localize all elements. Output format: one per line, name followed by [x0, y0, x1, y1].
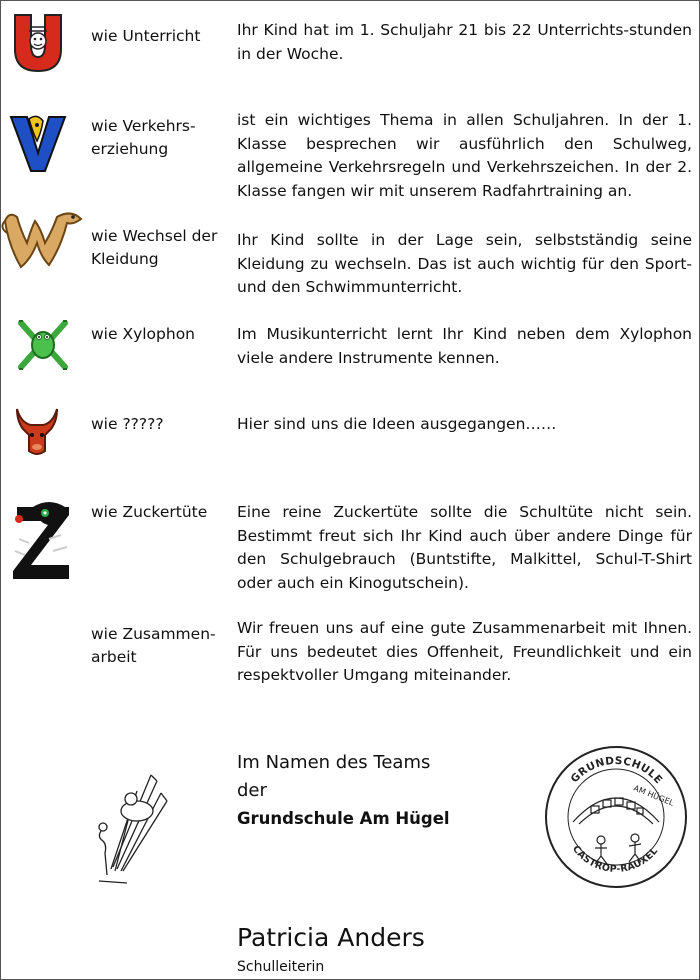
row-text: Ihr Kind hat im 1. Schuljahr 21 bis 22 Unterrichts-stunden in der Woche.	[237, 21, 692, 63]
list-item	[1, 615, 699, 695]
row-word: wie Unterricht	[91, 27, 201, 45]
list-item	[1, 207, 699, 307]
letter-x-icon	[15, 317, 85, 373]
list-item	[1, 11, 699, 81]
seal-top-text: GRUNDSCHULE	[568, 754, 665, 787]
letter-v-icon	[7, 113, 77, 175]
list-item	[1, 317, 699, 387]
row-word: wie ?????	[91, 415, 164, 433]
signatory-name: Patricia Anders	[237, 923, 425, 952]
seal-middle-text: AM HÜGEL	[632, 783, 676, 808]
letter-u-icon	[7, 11, 77, 73]
row-text: Eine reine Zuckertüte sollte die Schultüte nicht sein. Bestimmt freut sich Ihr Kind auch über andere Dinge für den Schulgebrauch (Buntstifte, Malkittel, Schul-T-Shirt oder auch ein Kinogutschein).	[237, 503, 692, 592]
row-text: Hier sind uns die Ideen ausgegangen……	[237, 415, 557, 433]
letter-z-icon	[9, 499, 79, 581]
letter-y-icon	[13, 405, 83, 457]
school-seal	[543, 744, 689, 890]
list-item	[1, 401, 699, 471]
list-item	[1, 109, 699, 209]
row-word: wie Wechsel der Kleidung	[91, 227, 218, 268]
closing-block	[237, 749, 450, 833]
row-text: ist ein wichtiges Thema in allen Schuljahren. In der 1. Klasse besprechen wir ausführlich den Schulweg, allgemeine Verkehrsregeln und Verkehrszeichen. In der 2. Klasse fangen wir mit unserem Radfahrtraining an.	[237, 111, 692, 200]
closing-line-1: Im Namen des Teams	[237, 752, 431, 773]
letter-w-icon	[1, 207, 85, 271]
school-name: Grundschule Am Hügel	[237, 809, 450, 828]
row-word: wie Zuckertüte	[91, 503, 208, 521]
row-text: Wir freuen uns auf eine gute Zusammenarbeit mit Ihnen. Für uns bedeutet dies Offenheit, Freundlichkeit und ein respektvoller Umgang miteinander.	[237, 619, 692, 684]
seal-bottom-text: CASTROP-RAUXEL	[570, 843, 661, 875]
row-word: wie Xylophon	[91, 325, 195, 343]
row-text: Ihr Kind sollte in der Lage sein, selbstständig seine Kleidung zu wechseln. Das ist auch wichtig für den Sport- und den Schwimmunterricht.	[237, 231, 692, 296]
row-word: wie Verkehrs-erziehung	[91, 117, 196, 158]
pencil-figure-illustration	[93, 771, 173, 887]
row-word: wie Zusammen-arbeit	[91, 625, 216, 666]
closing-line-2: der	[237, 780, 267, 801]
list-item	[1, 495, 699, 595]
row-text: Im Musikunterricht lernt Ihr Kind neben dem Xylophon viele andere Instrumente kennen.	[237, 325, 692, 367]
signatory-role: Schulleiterin	[237, 959, 325, 975]
